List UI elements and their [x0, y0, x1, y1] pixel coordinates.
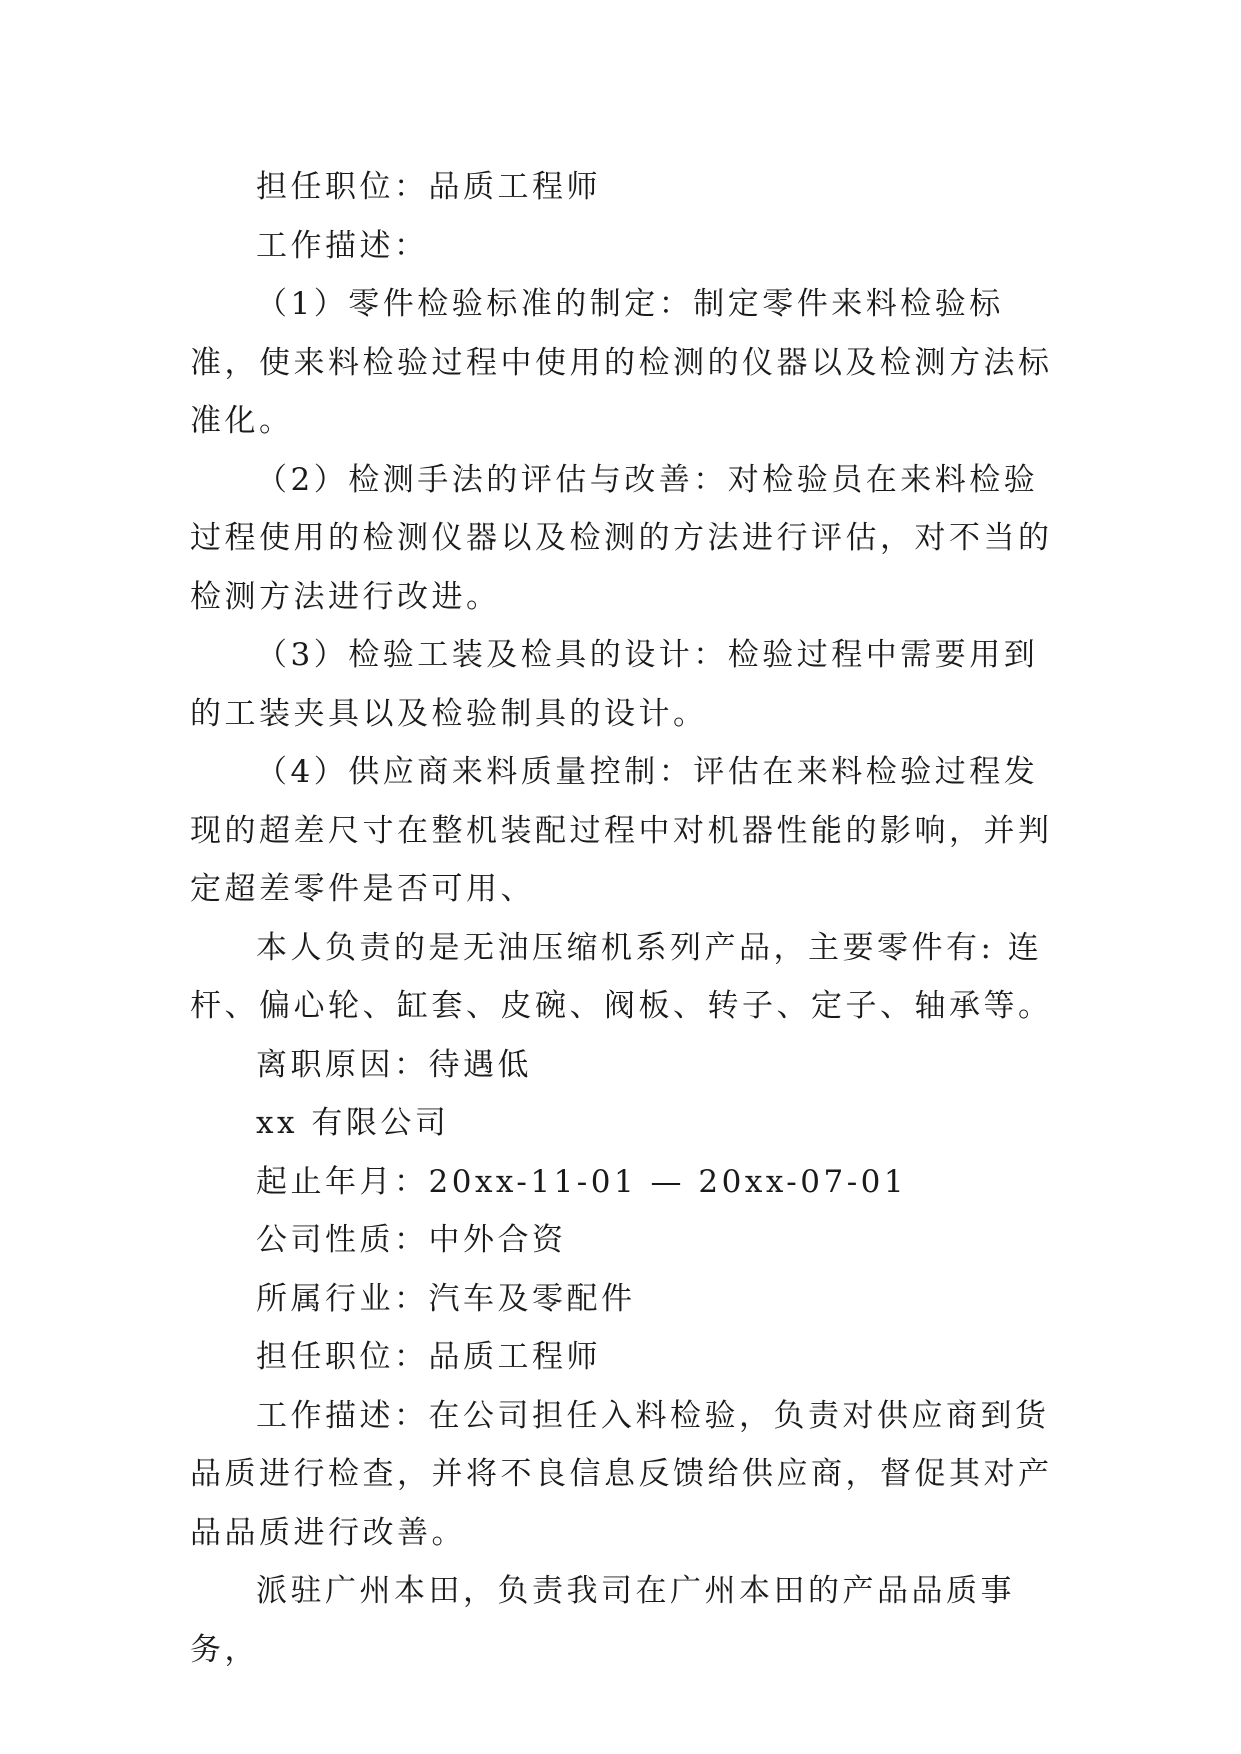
paragraph-job-description-heading: 工作描述： [256, 227, 429, 264]
paragraph-company-name: xx 有限公司 [256, 1105, 450, 1141]
paragraph-company-type: 公司性质：中外合资 [256, 1222, 567, 1258]
paragraph-product-responsibility: 本人负责的是无油压缩机系列产品，主要零件有: 连杆、偏心轮、缸套、皮碗、阀板、转子、定子、轴承等。 [190, 929, 1053, 1024]
paragraph-leave-reason: 离职原因：待遇低 [256, 1046, 532, 1083]
paragraph-duty-3: （3）检验工装及检具的设计：检验过程中需要用到的工装夹具以及检验制具的设计。 [190, 637, 1039, 732]
paragraph-position-2: 担任职位：品质工程师 [256, 1339, 601, 1375]
paragraph-duty-1: （1）零件检验标准的制定：制定零件来料检验标准，使来料检验过程中使用的检测的仪器以及检测方法标准化。 [190, 286, 1053, 439]
paragraph-duty-4: （4）供应商来料质量控制：评估在来料检验过程发现的超差尺寸在整机装配过程中对机器性能的影响，并判定超差零件是否可用、 [190, 754, 1053, 907]
document-body [190, 158, 1060, 1679]
paragraph-dispatch: 派驻广州本田，负责我司在广州本田的产品品质事务， [190, 1573, 1015, 1668]
paragraph-employment-period: 起止年月：20xx-11-01 — 20xx-07-01 [256, 1163, 908, 1200]
paragraph-job-description-2: 工作描述：在公司担任入料检验，负责对供应商到货品质进行检查，并将不良信息反馈给供应商，督促其对产品品质进行改善。 [190, 1397, 1053, 1551]
paragraph-position-1: 担任职位：品质工程师 [256, 169, 601, 205]
paragraph-industry: 所属行业：汽车及零配件 [256, 1280, 636, 1317]
paragraph-duty-2: （2）检测手法的评估与改善：对检验员在来料检验过程使用的检测仪器以及检测的方法进行评估，对不当的检测方法进行改进。 [190, 461, 1053, 615]
